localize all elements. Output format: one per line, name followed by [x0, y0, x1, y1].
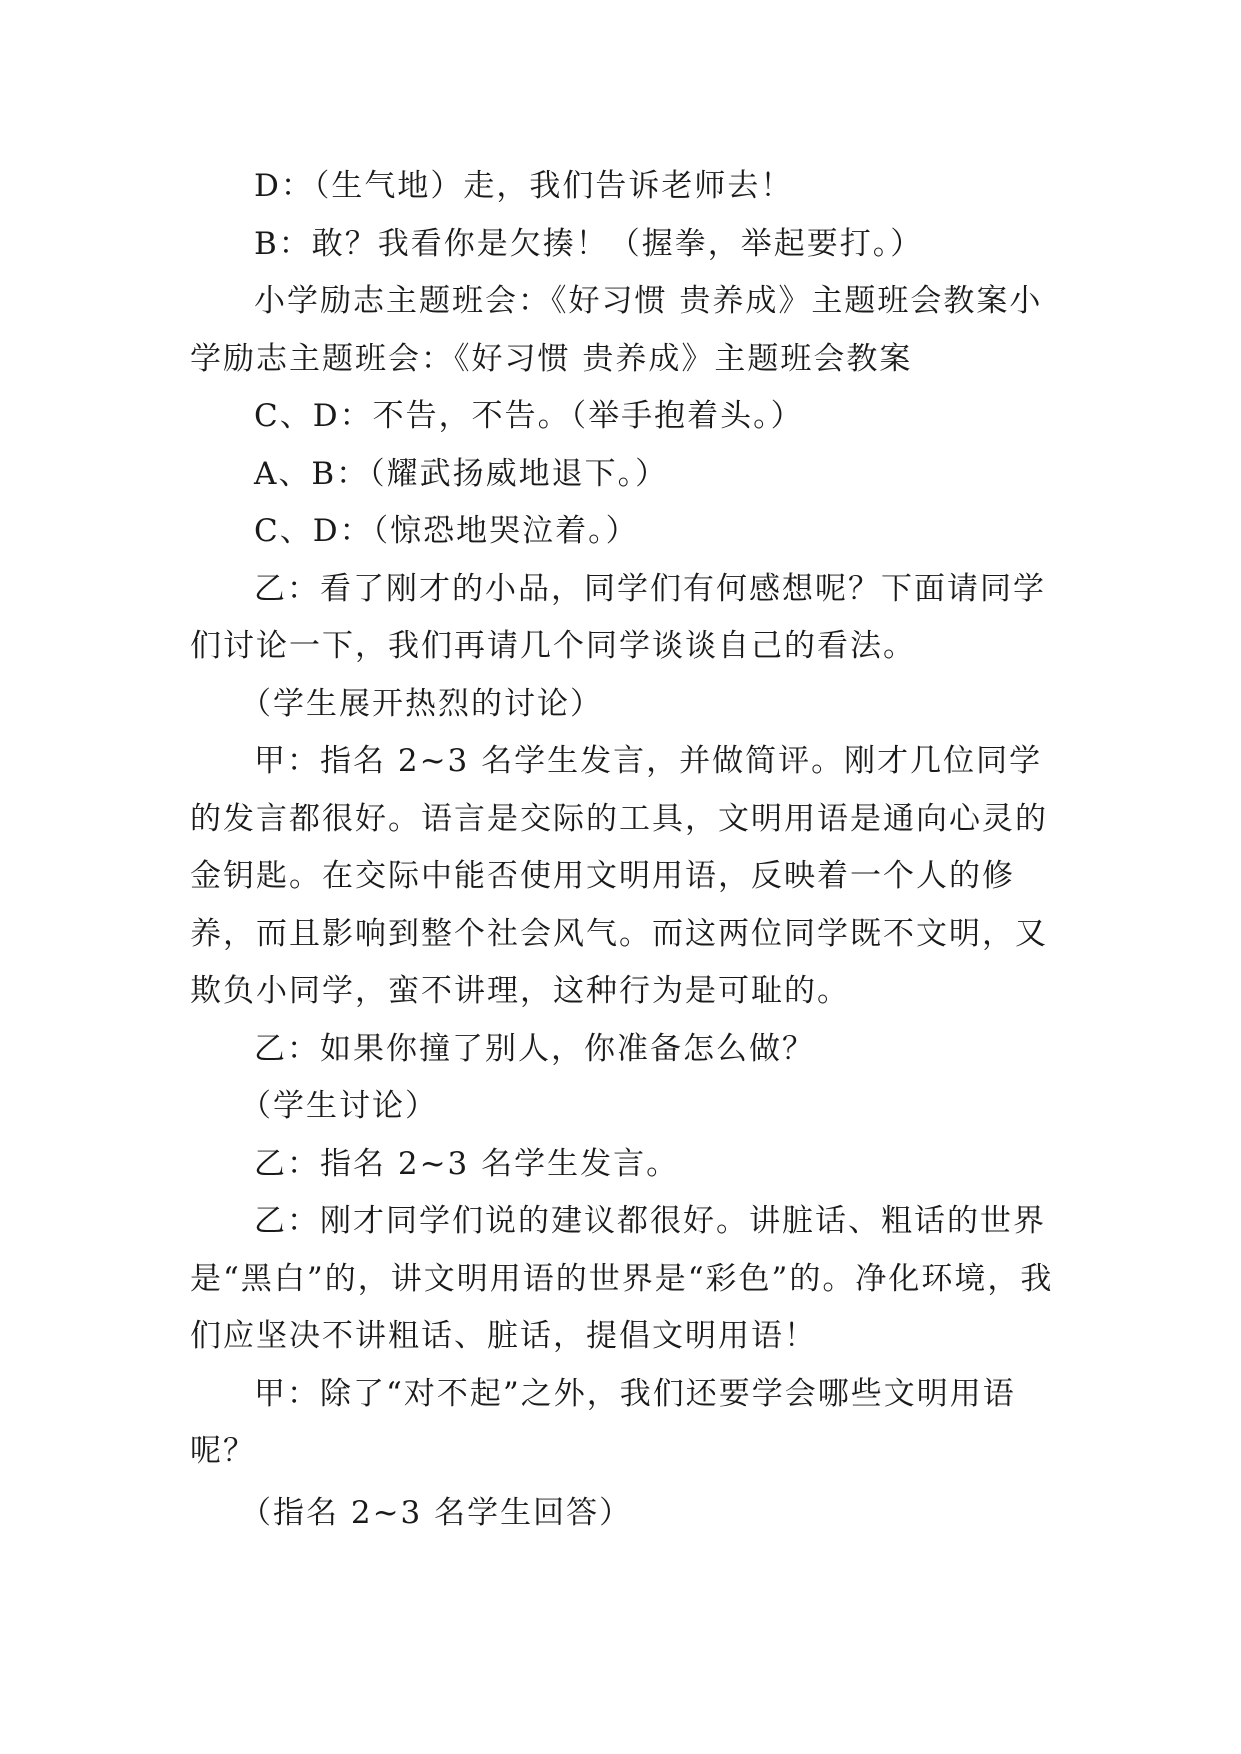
paragraph: A、B：（耀武扬威地退下。） [254, 455, 669, 492]
paragraph: C、D：（惊恐地哭泣着。） [254, 513, 639, 549]
document-body [190, 158, 1062, 1542]
paragraph: D：（生气地）走，我们告诉老师去！ [254, 168, 794, 204]
paragraph: 乙：指名 2~3 名学生发言。 [254, 1145, 680, 1182]
paragraph: 乙：如果你撞了别人，你准备怎么做？ [254, 1030, 815, 1067]
paragraph: （指名 2~3 名学生回答） [240, 1494, 633, 1531]
paragraph: 甲：指名 2~3 名学生发言，并做简评。刚才几位同学的发言都很好。语言是交际的工具，文明用语是通向心灵的金钥匙。在交际中能否使用文明用语，反映着一个人的修养，而且影响到整个社会风气。而这两位同学既不文明，又欺负小同学，蛮不讲理，这种行为是可耻的。 [190, 743, 1048, 1009]
paragraph: 甲：除了“对不起”之外，我们还要学会哪些文明用语呢？ [190, 1375, 1016, 1469]
paragraph: B：敢？我看你是欠揍！（握拳，举起要打。） [254, 225, 924, 262]
paragraph: C、D：不告，不告。（举手抱着头。） [254, 398, 804, 434]
paragraph: 乙：看了刚才的小品，同学们有何感想呢？下面请同学们讨论一下，我们再请几个同学谈谈自己的看法。 [190, 570, 1046, 664]
paragraph: 小学励志主题班会：《好习惯 贵养成》主题班会教案小学励志主题班会：《好习惯 贵养成》主题班会教案 [190, 283, 1043, 377]
paragraph: （学生讨论） [240, 1088, 438, 1124]
paragraph: （学生展开热烈的讨论） [240, 685, 603, 722]
paragraph: 乙：刚才同学们说的建议都很好。讲脏话、粗话的世界是“黑白”的，讲文明用语的世界是“彩色”的。净化环境，我们应坚决不讲粗话、脏话，提倡文明用语！ [190, 1203, 1054, 1354]
